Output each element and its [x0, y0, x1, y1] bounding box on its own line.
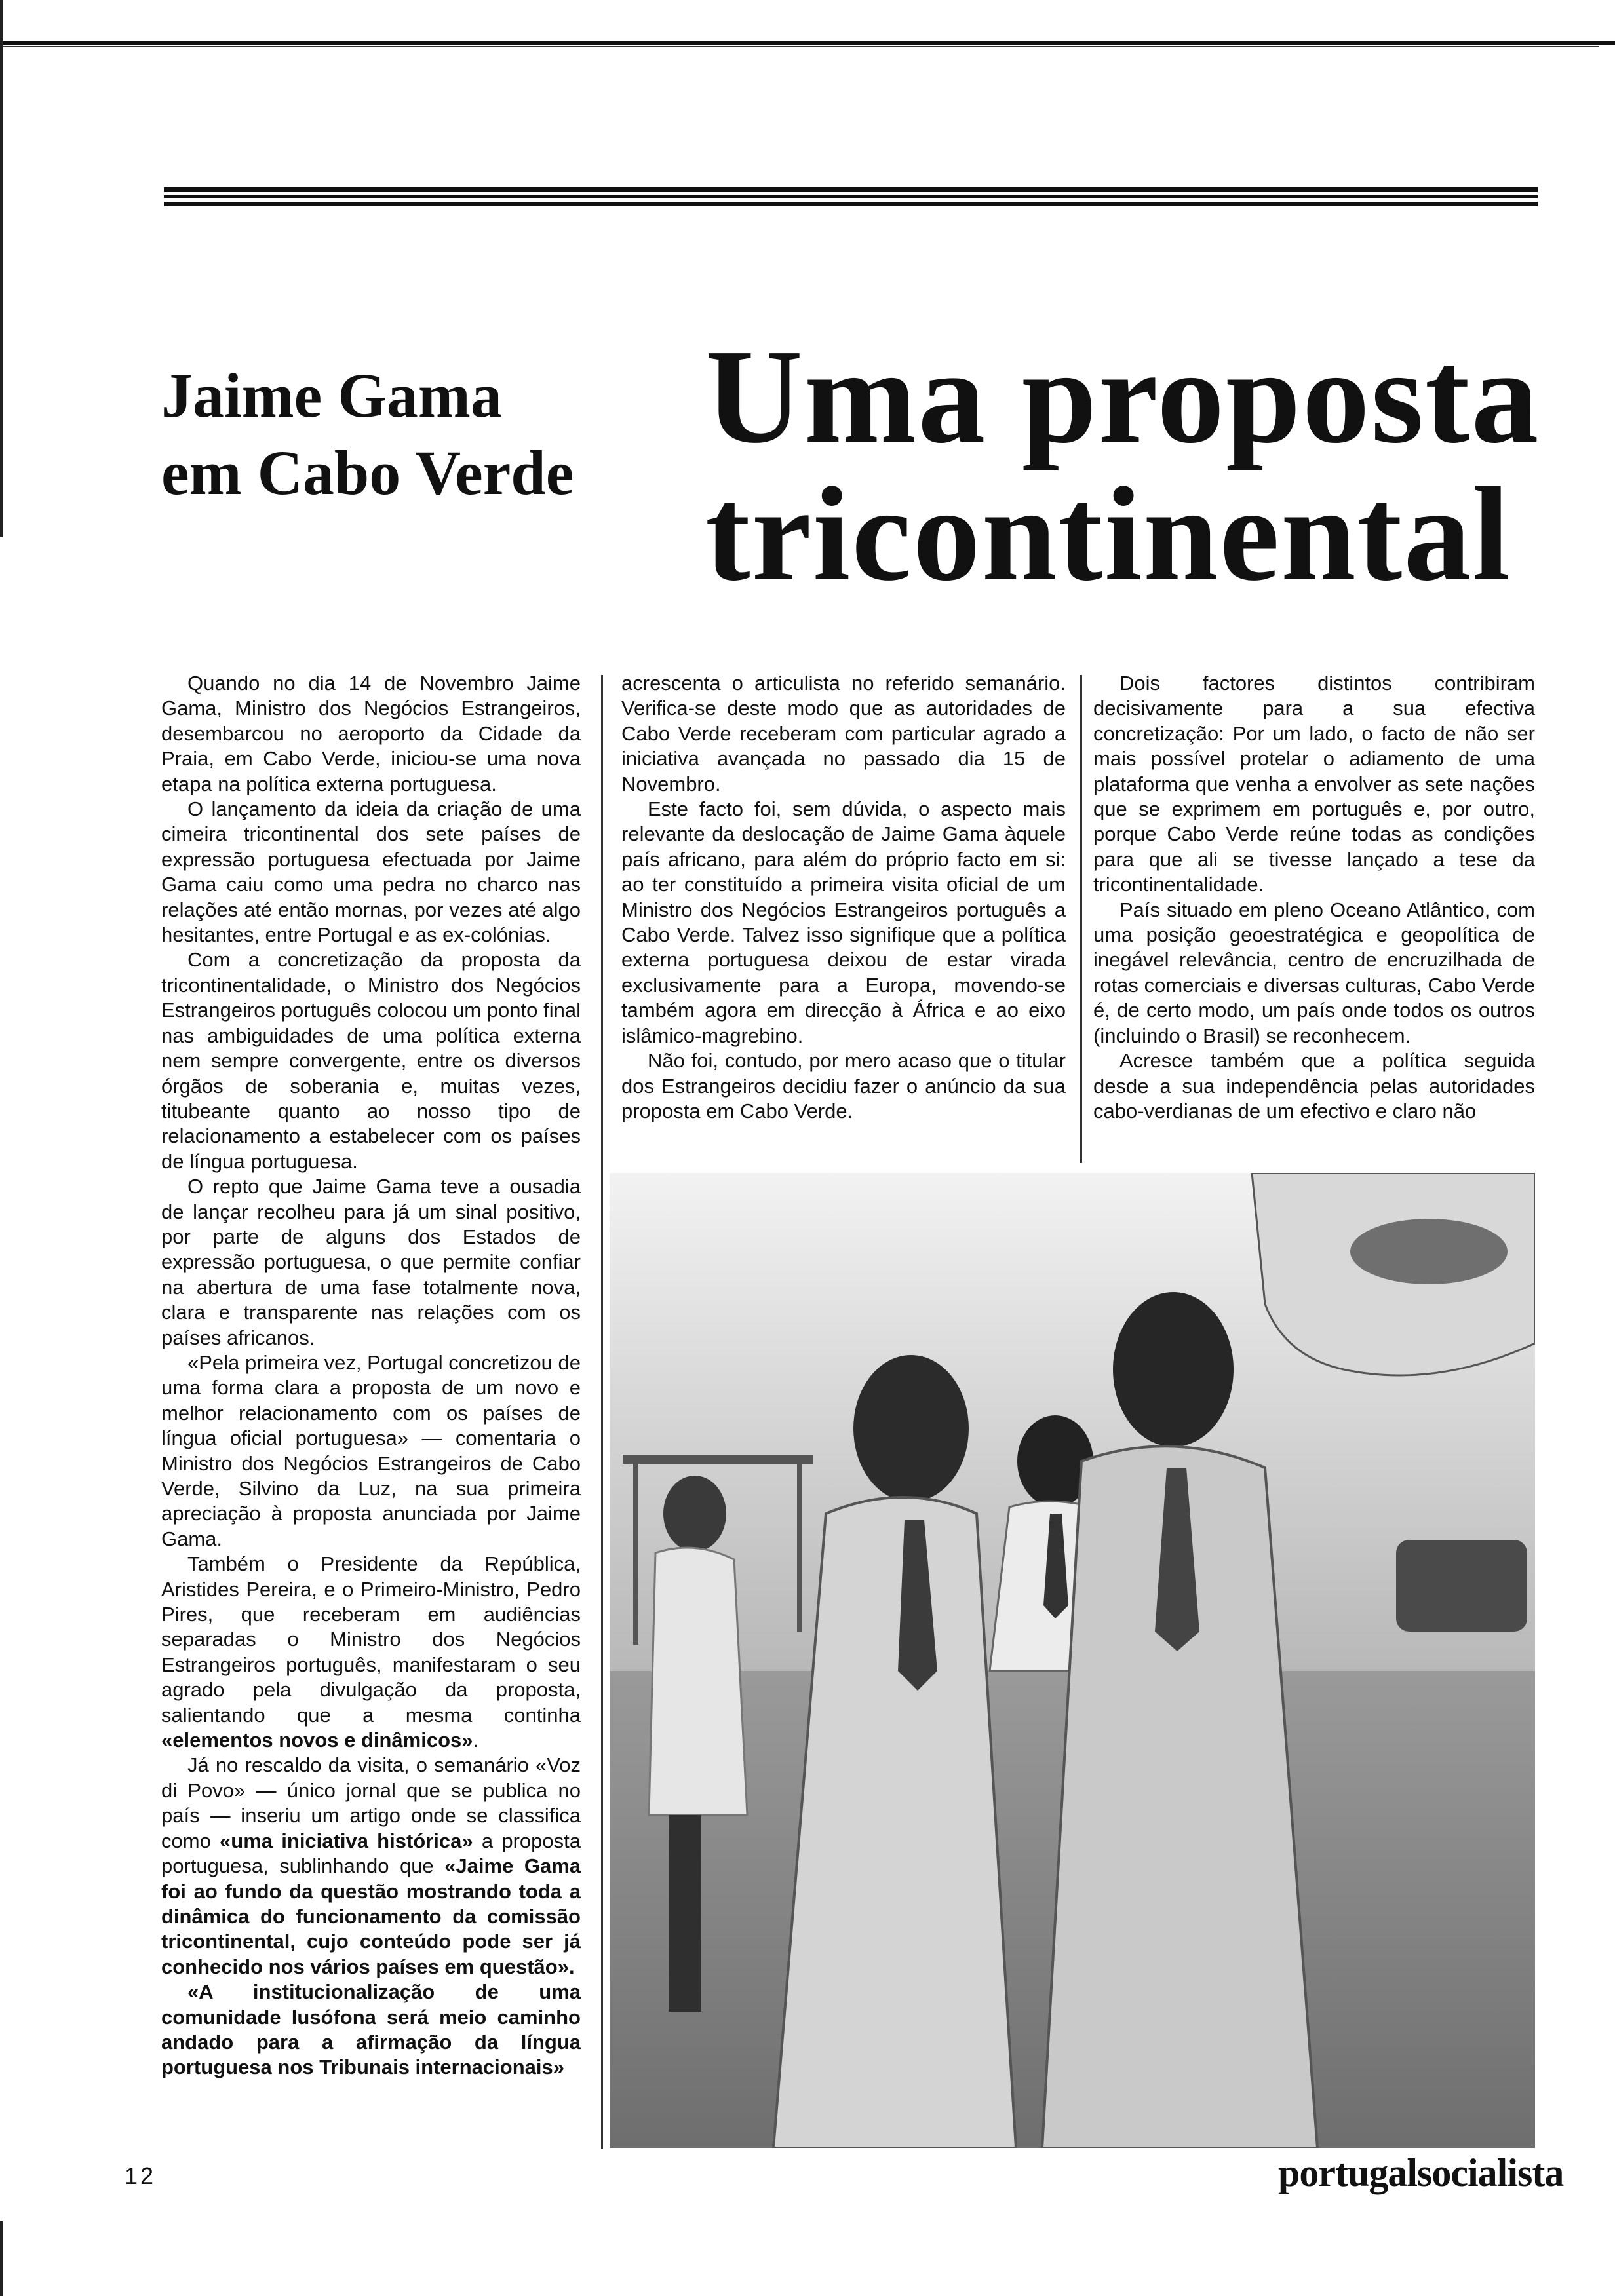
paragraph: País situado em pleno Oceano Atlântico, com uma posição geoestratégica e geopolítica de inegável relevância, centro de encruzilhada de rotas comerciais e diversas culturas, Cabo Verde é, de certo modo, um país onde todos os outros (incluindo o Brasil) se reconhecem. [1093, 898, 1535, 1047]
scan-edge-top [0, 41, 1615, 45]
article-column-2 [621, 671, 1066, 1124]
paragraph: O repto que Jaime Gama teve a ousadia de lançar recolheu para já um sinal positivo, por parte de alguns dos Estados de expressão portuguesa, o que permite confiar na abertura de uma fase totalmente nova, clara e transparente nas relações com os países africanos. [161, 1175, 581, 1349]
bold-quote: «uma iniciativa histórica» [220, 1829, 473, 1852]
photo-illustration [610, 1173, 1535, 2148]
kicker-line-1: Jaime Gama [161, 360, 502, 430]
header-rule-1 [164, 187, 1538, 192]
paragraph: Dois factores distintos contribiram decisivamente para a sua efectiva concretização: Por um lado, o facto de não ser mais possível protelar o adiamento de uma plataforma que venha a envolver as sete nações que se exprimem em português e, por outro, porque Cabo Verde reúne todas as condições para que ali se tivesse lançado a tese da tricontinentalidade. [1093, 672, 1535, 896]
bold-quote: «A institucionalização de uma comunidade lusófona será meio caminho andado para a afirmação da língua portuguesa nos Tribunais internacionais» [161, 1980, 581, 2079]
article-kicker [161, 357, 620, 512]
article-headline [705, 321, 1577, 609]
bold-quote: «Jaime Gama foi ao fundo da questão mostrando toda a dinâmica do funcionamento da comissão tricontinental, cujo conteúdo pode ser já conhecido nos vários países em questão». [161, 1854, 581, 1978]
publication-logo: portugalsocialista [1278, 2151, 1564, 2194]
headline-line-2: tricontinental [705, 459, 1511, 609]
text-run: Já no rescaldo da visita, o semanário «Voz di Povo» — único jornal que se publica no país — inseriu um artigo onde se classifica como [161, 1753, 581, 1852]
paragraph: Acresce também que a política seguida desde a sua independência pelas autoridades cabo-verdianas de um efectivo e claro não [1093, 1049, 1535, 1122]
paragraph: Quando no dia 14 de Novembro Jaime Gama, Ministro dos Negócios Estrangeiros, desembarcou no aeroporto da Cidade da Praia, em Cabo Verde, iniciou-se uma nova etapa na política externa portuguesa. [161, 672, 581, 795]
header-rule-3 [164, 202, 1538, 206]
scan-edge-top-thin [0, 46, 1599, 47]
paragraph: Este facto foi, sem dúvida, o aspecto mais relevante da deslocação de Jaime Gama àquele país africano, para além do próprio facto em si: ao ter constituído a primeira visita oficial de um Ministro dos Negócios Estrangeiros português a Cabo Verde. Talvez isso signifique que a política externa portuguesa deixou de estar virada exclusivamente para a Europa, movendo-se também agora em direcção à África e ao eixo islâmico-magrebino. [621, 797, 1066, 1047]
paragraph: Com a concretização da proposta da tricontinentalidade, o Ministro dos Negócios Estrangeiros português colocou um ponto final nas ambiguidades de uma política externa nem sempre convergente, entre os diversos órgãos de soberania e, muitas vezes, titubeante quanto ao nosso tipo de relacionamento a estabelecer com os países de língua portuguesa. [161, 948, 581, 1173]
bold-quote: «elementos novos e dinâmicos» [161, 1729, 473, 1752]
scan-edge-left [0, 0, 3, 537]
paragraph: Não foi, contudo, por mero acaso que o titular dos Estrangeiros decidiu fazer o anúncio da sua proposta em Cabo Verde. [621, 1049, 1066, 1122]
paragraph: «Pela primeira vez, Portugal concretizou de uma forma clara a proposta de um novo e melhor relacionamento com os países de língua oficial portuguesa» — comentaria o Ministro dos Negócios Estrangeiros de Cabo Verde, Silvino da Luz, na sua primeira apreciação à proposta anunciada por Jaime Gama. [161, 1350, 581, 1550]
text-run: a proposta portuguesa, sublinhando que [161, 1829, 581, 1878]
column-separator [1080, 675, 1082, 1163]
article-photo [610, 1173, 1535, 2148]
headline-line-1: Uma proposta [705, 321, 1540, 471]
page-number: 12 [125, 2162, 157, 2189]
column-separator [601, 675, 603, 2149]
article-column-1 [161, 671, 581, 2080]
paragraph-bold [161, 1980, 581, 2080]
paragraph: acrescenta o articulista no referido semanário. Verifica-se deste modo que as autoridades de Cabo Verde receberam com particular agrado a iniciativa avançada no passado dia 15 de Novembro. [621, 672, 1066, 795]
paragraph [161, 1753, 581, 1980]
scan-edge-left-bottom [0, 2221, 3, 2296]
article-column-3 [1093, 671, 1535, 1164]
text-run: Também o Presidente da República, Aristides Pereira, e o Primeiro-Ministro, Pedro Pires, que receberam em audiências separadas o Ministro dos Negócios Estrangeiros português, manifestaram o seu agrado pela divulgação da proposta, salientando que a mesma continha [161, 1552, 581, 1727]
paragraph [161, 1552, 581, 1753]
text-run: . [473, 1729, 479, 1752]
paragraph: O lançamento da ideia da criação de uma cimeira tricontinental dos sete países de expressão portuguesa efectuada por Jaime Gama caiu como uma pedra no charco nas relações até então mornas, por vezes até algo hesitantes, entre Portugal e as ex-colónias. [161, 797, 581, 947]
header-rule-2 [164, 195, 1538, 198]
kicker-line-2: em Cabo Verde [161, 438, 574, 508]
